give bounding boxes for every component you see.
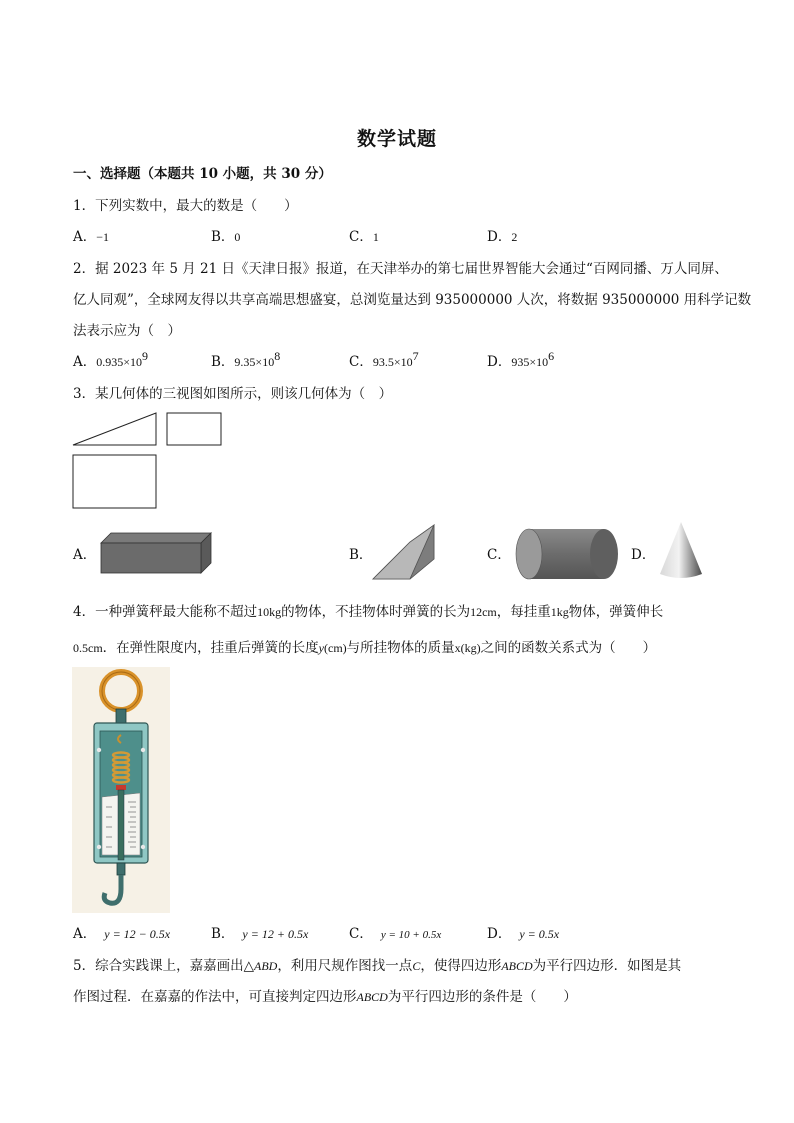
question-2-line-2: 亿人同观”，全球网友得以共享高端思想盛宴，总浏览量达到 935000000 人次，将数据 935000000 用科学记数 xyxy=(73,292,752,308)
page-title: 数学试题 xyxy=(356,128,437,150)
question-2-line-1: 2．据 2023 年 5 月 21 日《天津日报》报道，在天津举办的第七届世界智能大会通过“百网同播、万人同屏、 xyxy=(73,261,728,277)
q2-option-b[interactable]: B．$9.35\times 10^8$ xyxy=(211,349,281,370)
q4-option-b[interactable]: B． y = 12 + 0.5x xyxy=(211,926,309,942)
q3-option-d-label[interactable]: D． xyxy=(631,547,656,563)
q1-option-c[interactable]: C．1 xyxy=(349,229,379,245)
q2-option-d[interactable]: D．$935\times 10^6$ xyxy=(487,349,555,370)
section-heading: 一、选择题（本题共 10 小题，共 30 分） xyxy=(73,166,332,182)
q2-option-c[interactable]: C．$93.5\times 10^7$ xyxy=(349,349,419,370)
q2-option-a[interactable]: A．$0.935\times 10^9$ xyxy=(73,349,149,370)
q4-option-a[interactable]: A． y = 12 − 0.5x xyxy=(73,926,171,942)
top-view-rectangle xyxy=(73,455,156,508)
question-5-line-2: 作图过程．在嘉嘉的作法中，可直接判定四边形ABCD为平行四边形的条件是（ ） xyxy=(73,989,577,1005)
front-view-triangle xyxy=(73,413,156,445)
q3-option-b-label[interactable]: B． xyxy=(349,547,373,563)
cylinder-image xyxy=(514,527,620,581)
question-2-line-3: 法表示应为（ ） xyxy=(73,323,181,339)
question-4-line-1: 4．一种弹簧秤最大能称不超过10kg的物体，不挂物体时弹簧的长为12cm，每挂重1kg物体，弹簧伸长 xyxy=(73,604,664,620)
question-1-stem: 1．下列实数中，最大的数是（ ） xyxy=(73,198,298,214)
q1-option-a[interactable]: A．−1 xyxy=(73,229,110,245)
cuboid-image xyxy=(99,531,214,575)
q1-option-b[interactable]: B．0 xyxy=(211,229,241,245)
q4-option-d[interactable]: D． y = 0.5x xyxy=(487,926,560,942)
side-view-rectangle xyxy=(167,413,221,445)
question-3-stem: 3．某几何体的三视图如图所示，则该几何体为（ ） xyxy=(73,386,393,402)
spring-scale-image xyxy=(72,667,170,913)
q4-option-c[interactable]: C． y = 10 + 0.5x xyxy=(349,926,442,942)
question-5-line-1: 5．综合实践课上，嘉嘉画出△ABD，利用尺规作图找一点C，使得四边形ABCD为平行四边形．如图是其 xyxy=(73,958,682,974)
question-4-line-2: 0.5cm．在弹性限度内，挂重后弹簧的长度y(cm)与所挂物体的质量x(kg)之间的函数关系式为（ ） xyxy=(73,640,657,656)
three-view-figure xyxy=(70,410,230,512)
cone-image xyxy=(657,520,705,582)
q3-option-a-label[interactable]: A． xyxy=(73,547,97,563)
triangular-prism-image xyxy=(370,522,438,582)
q1-option-d[interactable]: D．2 xyxy=(487,229,518,245)
q3-option-c-label[interactable]: C． xyxy=(487,547,511,563)
